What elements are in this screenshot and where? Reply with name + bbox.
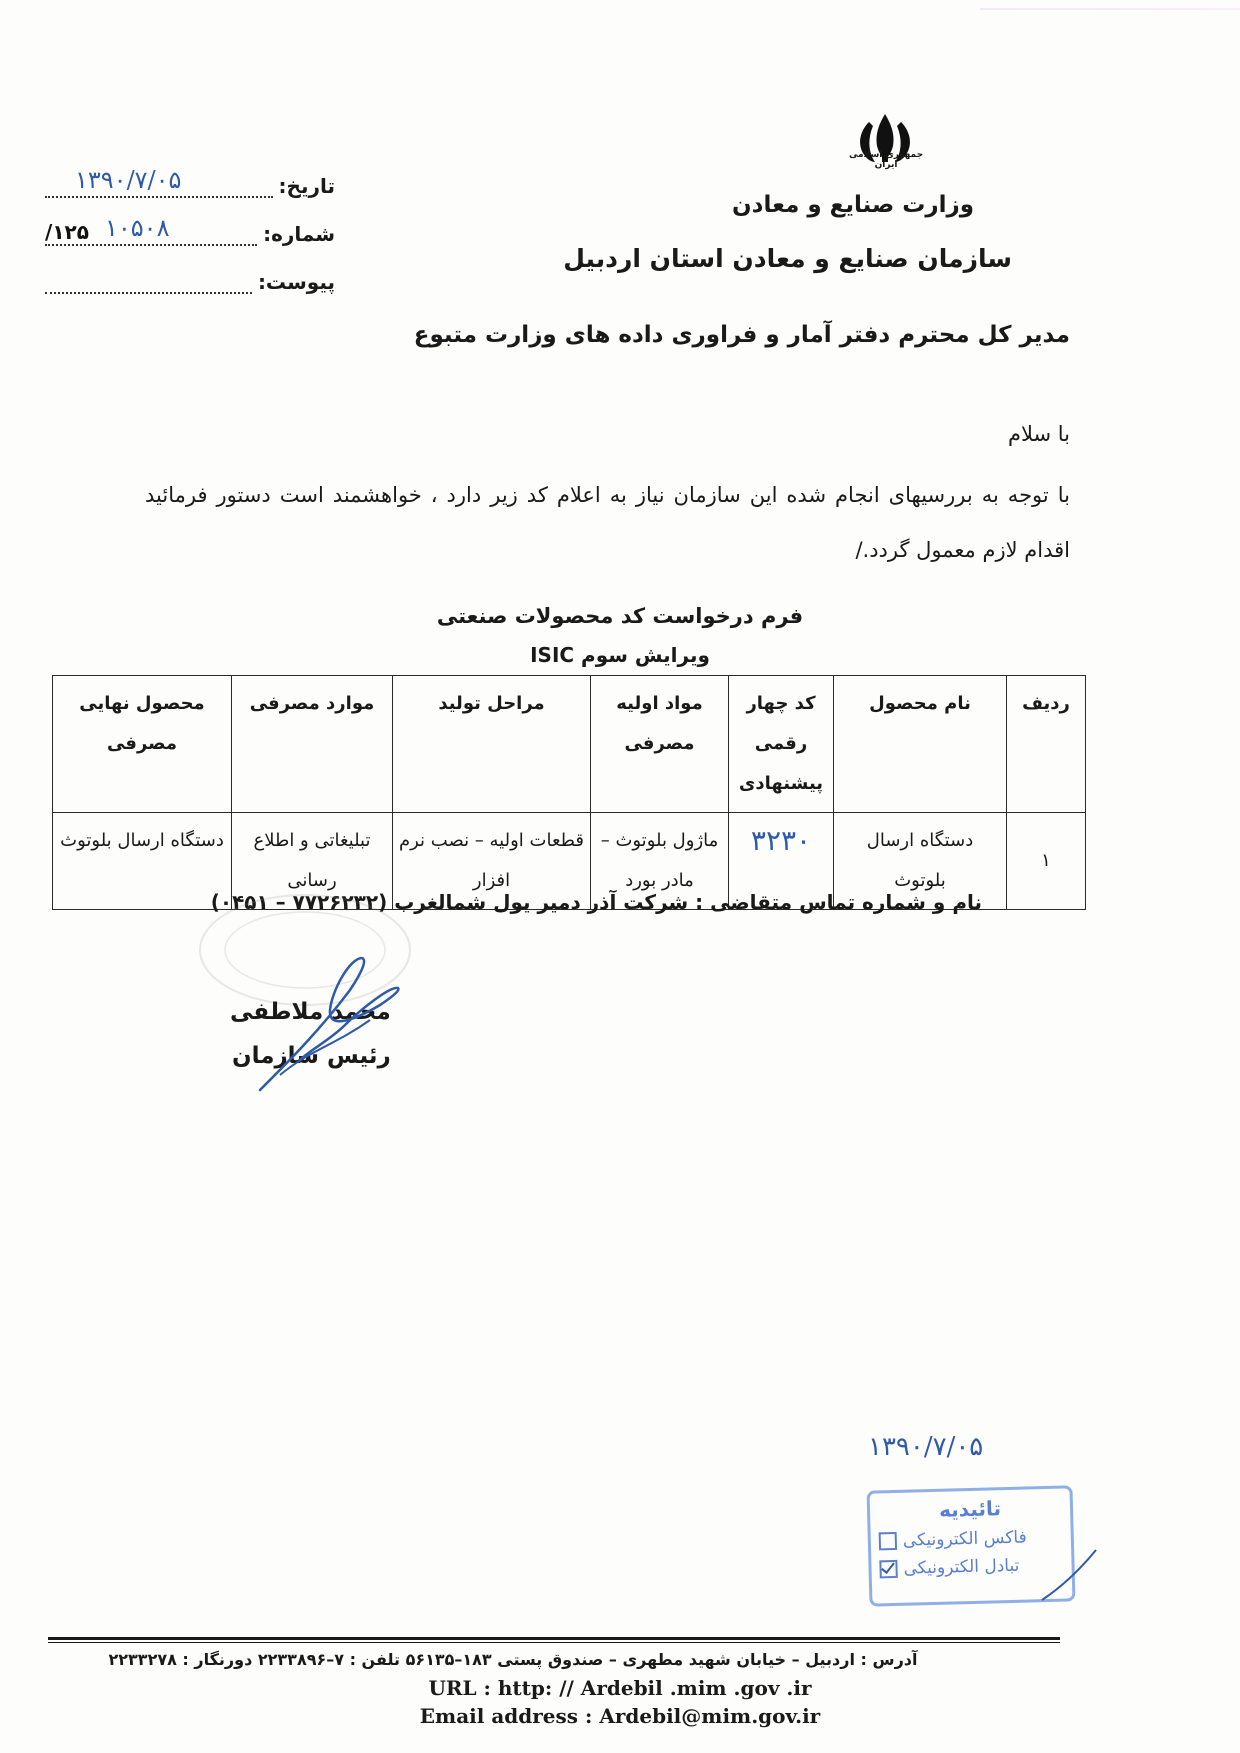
attachment-row: [45, 246, 335, 294]
top-edge-line: [980, 8, 1240, 10]
footer-address: آدرس : اردبیل – خیابان شهید مطهری – صندوق پستی ۱۸۳–۵۶۱۳۵ تلفن : ۷–۲۲۳۳۸۹۶ دورنگار : ۲۲۳۳۲۷۸: [108, 1650, 918, 1669]
form-subtitle: ویرایش سوم ISIC: [530, 643, 710, 667]
organization-title: سازمان صنایع و معادن استان اردبیل: [563, 244, 1012, 273]
cell-materials: ماژول بلوتوث – مادر بورد: [591, 813, 729, 910]
column-header: ردیف: [1007, 676, 1086, 813]
handwritten-date: ۱۳۹۰/۷/۰۵: [868, 1432, 984, 1462]
date-row: [45, 150, 335, 198]
recipient: مدیر کل محترم دفتر آمار و فراوری داده های وزارت متبوع: [413, 322, 1070, 348]
cell-stages: قطعات اولیه – نصب نرم افزار: [393, 813, 591, 910]
ministry-title: وزارت صنایع و معادن: [732, 192, 974, 218]
footer-rule: [48, 1637, 1060, 1640]
checkbox-icon: [879, 1532, 897, 1550]
greeting: با سلام: [1007, 422, 1070, 446]
number-field: [45, 216, 257, 246]
checked-checkbox-icon: [879, 1560, 897, 1578]
footer-email: Email address : Ardebil@mim.gov.ir: [419, 1704, 821, 1728]
column-header: محصول نهایی مصرفی: [53, 676, 232, 813]
stamp-option-fax-label: فاکس الکترونیکی: [902, 1527, 1027, 1551]
stamp-tick-mark: [1040, 1548, 1100, 1608]
letter-meta: [45, 150, 335, 294]
request-table: [52, 675, 1086, 910]
cell-uses: تبلیغاتی و اطلاع رسانی: [232, 813, 393, 910]
signer-title: رئیس سازمان: [231, 1043, 391, 1069]
signature: [250, 950, 410, 1100]
signer-name: محمد ملاطفی: [230, 999, 391, 1025]
column-header: مواد اولیه مصرفی: [591, 676, 729, 813]
cell-final-product: دستگاه ارسال بلوتوث: [53, 813, 232, 910]
attachment-label: پیوست:: [257, 270, 335, 294]
footer-rule-thin: [48, 1642, 1060, 1643]
stamp-option-fax: [879, 1527, 1063, 1552]
column-header: موارد مصرفی: [232, 676, 393, 813]
number-row: [45, 198, 335, 246]
attachment-field: [45, 264, 252, 294]
footer-url: URL : http: // Ardebil .mim .gov .ir: [428, 1676, 812, 1700]
column-header: مراحل تولید: [393, 676, 591, 813]
date-label: تاریخ:: [278, 174, 335, 198]
form-title: فرم درخواست کد محصولات صنعتی: [436, 604, 804, 628]
stamp-option-exchange: [879, 1555, 1063, 1580]
emblem-caption: جمهوری اسلامی ایران: [848, 150, 924, 170]
stamp-title: تائیدیه: [938, 1496, 1002, 1522]
number-label: شماره:: [263, 222, 335, 246]
column-header: کد چهار رقمی پیشنهادی: [729, 676, 834, 813]
cell-row-number: ۱: [1007, 813, 1086, 910]
date-field: [45, 168, 273, 198]
table-header-row: [53, 676, 1086, 813]
column-header: نام محصول: [834, 676, 1007, 813]
letter-body: با توجه به بررسیهای انجام شده این سازمان نیاز به اعلام کد زیر دارد ، خواهشمند است دستور فرمائید اقدام لازم معمول گردد./: [145, 483, 1070, 562]
stamp-option-exchange-label: تبادل الکترونیکی: [903, 1555, 1020, 1579]
number-value: ۱۰۵۰۸: [105, 214, 170, 242]
cell-code: ۳۲۳۰: [729, 813, 834, 910]
applicant-contact: نام و شماره تماس متقاضی : شرکت آذر دمیر یول شمالغرب (۷۷۲۶۲۳۲ – ۰۴۵۱): [210, 890, 982, 914]
date-value: ۱۳۹۰/۷/۰۵: [75, 166, 182, 194]
number-prefix: ۱۲۵/: [45, 220, 89, 244]
cell-product-name: دستگاه ارسال بلوتوث: [834, 813, 1007, 910]
